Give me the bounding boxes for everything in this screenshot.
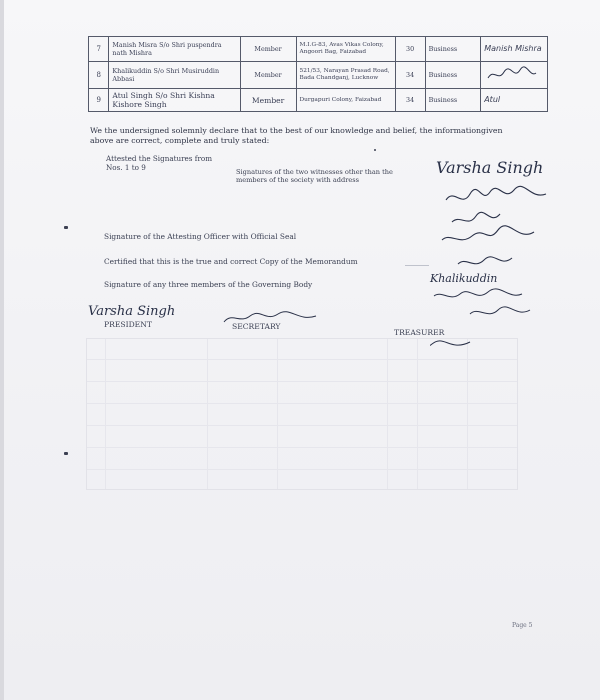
members-table — [88, 36, 548, 112]
member-age: 34 — [395, 62, 425, 89]
serial-number: 9 — [89, 89, 109, 112]
secretary-label: SECRETARY — [232, 322, 281, 331]
attesting-officer-text: Signature of the Attesting Officer with Official Seal — [104, 232, 297, 241]
signature-varsha-top: Varsha Singh — [436, 158, 544, 177]
member-designation: Member — [240, 37, 296, 62]
signature-khalikuddin: Khalikuddin — [430, 272, 498, 285]
treasurer-label: TREASURER — [394, 328, 445, 337]
page-number: Page 5 — [512, 622, 533, 629]
attested-label: Attested the Signatures from Nos. 1 to 9 — [106, 154, 213, 172]
declaration-text: We the undersigned solemnly declare that to the best of our knowledge and belief, the informationgiven above are correct, complete and truly stated: — [90, 126, 503, 145]
member-age: 34 — [395, 89, 425, 112]
member-signature — [481, 62, 548, 89]
member-signature: Manish Mishra — [481, 37, 548, 62]
member-name: Khalikuddin S/o Shri Musiruddin Abbasi — [109, 62, 240, 89]
member-name: Atul Singh S/o Shri Kishna Kishore Singh — [109, 89, 240, 112]
table-row — [89, 89, 548, 112]
bleed-through-table — [86, 338, 518, 490]
divider — [405, 265, 429, 266]
member-signature: Atul — [481, 89, 548, 112]
member-address: M.I.G-83, Avas Vikas Colony, Angoori Bag, Faizabad — [296, 37, 395, 62]
witness-label: Signatures of the two witnesses other than the members of the society with address — [236, 168, 393, 184]
page-edge — [0, 0, 4, 700]
member-address: Durgapuri Colony, Faizabad — [296, 89, 395, 112]
table-row — [89, 62, 548, 89]
member-age: 30 — [395, 37, 425, 62]
member-name: Manish Misra S/o Shri puspendra nath Mishra — [109, 37, 240, 62]
certified-text: Certified that this is the true and correct Copy of the Memorandum — [104, 257, 358, 266]
table-row — [89, 37, 548, 62]
ink-speck — [374, 149, 376, 151]
member-occupation: Business — [425, 62, 481, 89]
member-address: 521/53, Narayan Prasad Road, Bada Chandganj, Lucknow — [296, 62, 395, 89]
punch-mark — [64, 226, 68, 229]
member-occupation: Business — [425, 37, 481, 62]
president-label: PRESIDENT — [104, 320, 152, 329]
treasurer-signatures-icon — [430, 288, 540, 358]
handwritten-signatures-icon — [438, 182, 558, 282]
serial-number: 8 — [89, 62, 109, 89]
punch-mark — [64, 452, 68, 455]
governing-body-text: Signature of any three members of the Governing Body — [104, 280, 313, 289]
serial-number: 7 — [89, 37, 109, 62]
member-occupation: Business — [425, 89, 481, 112]
signature-varsha-bottom: Varsha Singh — [88, 304, 176, 319]
member-designation: Member — [240, 89, 296, 112]
signature-scribble-icon — [484, 64, 540, 84]
member-designation: Member — [240, 62, 296, 89]
